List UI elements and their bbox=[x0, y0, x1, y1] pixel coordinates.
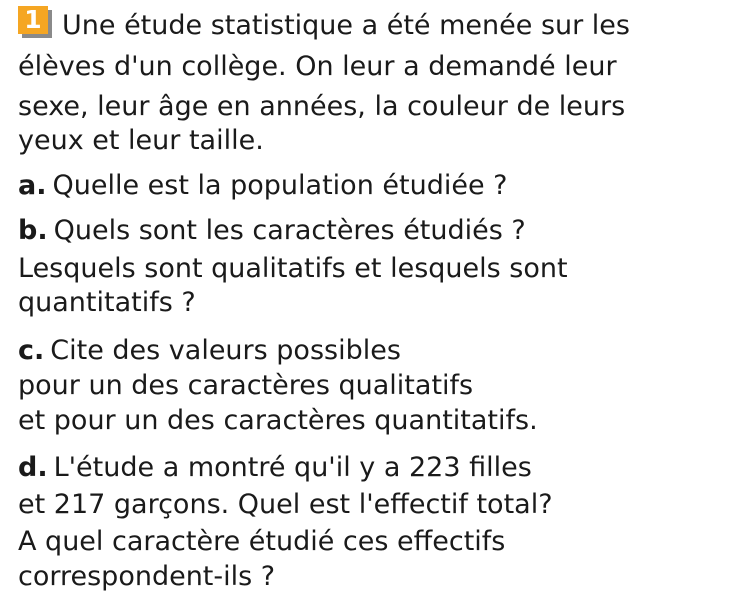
question-a bbox=[18, 169, 507, 203]
question-d bbox=[18, 451, 532, 485]
exercise-number: 1 bbox=[18, 6, 48, 34]
question-b bbox=[18, 214, 526, 248]
question-a-letter: a. bbox=[18, 170, 47, 201]
question-d-letter: d. bbox=[18, 452, 48, 483]
question-c bbox=[18, 334, 401, 368]
intro-line-4: yeux et leur taille. bbox=[18, 125, 264, 156]
question-b-line-2: Lesquels sont qualitatifs et lesquels sont bbox=[18, 253, 568, 284]
question-d-line-2: et 217 garçons. Quel est l'effectif total? bbox=[18, 489, 553, 520]
exercise-number-badge bbox=[18, 6, 52, 38]
intro-text-1: Une étude statistique a été menée sur les bbox=[62, 10, 630, 41]
question-b-letter: b. bbox=[18, 215, 48, 246]
question-d-text-1: L'étude a montré qu'il y a 223 filles bbox=[53, 452, 532, 483]
question-a-text: Quelle est la population étudiée ? bbox=[52, 170, 508, 201]
question-b-line-3: quantitatifs ? bbox=[18, 287, 196, 318]
question-c-line-3: et pour un des caractères quantitatifs. bbox=[18, 405, 538, 436]
intro-line-2: élèves d'un collège. On leur a demandé leur bbox=[18, 51, 617, 82]
intro-line-3: sexe, leur âge en années, la couleur de leurs bbox=[18, 91, 626, 122]
intro-line-1 bbox=[18, 6, 630, 43]
question-c-line-2: pour un des caractères qualitatifs bbox=[18, 370, 474, 401]
question-c-text-1: Cite des valeurs possibles bbox=[50, 335, 401, 366]
question-d-line-3: A quel caractère étudié ces effectifs bbox=[18, 526, 506, 557]
question-c-letter: c. bbox=[18, 335, 45, 366]
question-d-line-4: correspondent-ils ? bbox=[18, 561, 276, 592]
question-b-text-1: Quels sont les caractères étudiés ? bbox=[53, 215, 526, 246]
